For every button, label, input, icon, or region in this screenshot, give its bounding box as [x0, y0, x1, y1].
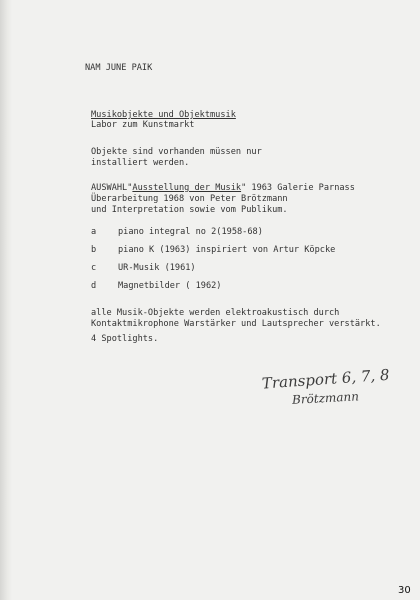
intro-line-1: Objekte sind vorhanden müssen nur: [91, 147, 262, 157]
list-item-text: piano K (1963) inspiriert von Artur Köpcke: [118, 245, 336, 255]
list-item: [91, 227, 263, 238]
list-item-text: piano integral no 2(1958-68): [118, 227, 263, 237]
list-marker: c: [91, 263, 97, 273]
auswahl-line-3: und Interpretation sowie vom Publikum.: [91, 205, 288, 215]
exhibition-title: Ausstellung der Musik: [132, 183, 242, 193]
list-item-text: UR-Musik (1961): [118, 263, 196, 273]
page-number: 30: [398, 585, 411, 596]
document-subtitle: Labor zum Kunstmarkt: [91, 120, 195, 130]
intro-text: [91, 147, 262, 169]
selection-paragraph: [91, 183, 355, 216]
handwritten-signature: Brötzmann: [291, 389, 360, 407]
auswahl-line-2: Überarbeitung 1968 von Peter Brötzmann: [91, 194, 288, 204]
list-item: [91, 263, 196, 274]
spotlights-text: 4 Spotlights.: [91, 334, 159, 344]
auswahl-suffix: " 1963 Galerie Parnass: [241, 183, 355, 193]
intro-line-2: installiert werden.: [91, 158, 190, 168]
note-line-2: Kontaktmikrophone Warstärker und Lautsprecher verstärkt.: [91, 319, 381, 329]
list-item: [91, 281, 221, 292]
list-marker: b: [91, 245, 97, 255]
handwritten-transport: Transport 6, 7, 8: [261, 365, 391, 393]
technical-note: [91, 308, 381, 330]
handwritten-annotation: [258, 362, 408, 407]
author-name: NAM JUNE PAIK: [85, 63, 153, 73]
list-item-text: Magnetbilder ( 1962): [118, 281, 222, 291]
auswahl-prefix: AUSWAHL": [91, 183, 133, 193]
page-spine-shadow: [0, 0, 12, 600]
list-marker: a: [91, 227, 97, 237]
list-marker: d: [91, 281, 97, 291]
note-line-1: alle Musik-Objekte werden elektroakustisch durch: [91, 308, 340, 318]
list-item: [91, 245, 335, 256]
document-title: Musikobjekte und Objektmusik: [91, 110, 236, 120]
